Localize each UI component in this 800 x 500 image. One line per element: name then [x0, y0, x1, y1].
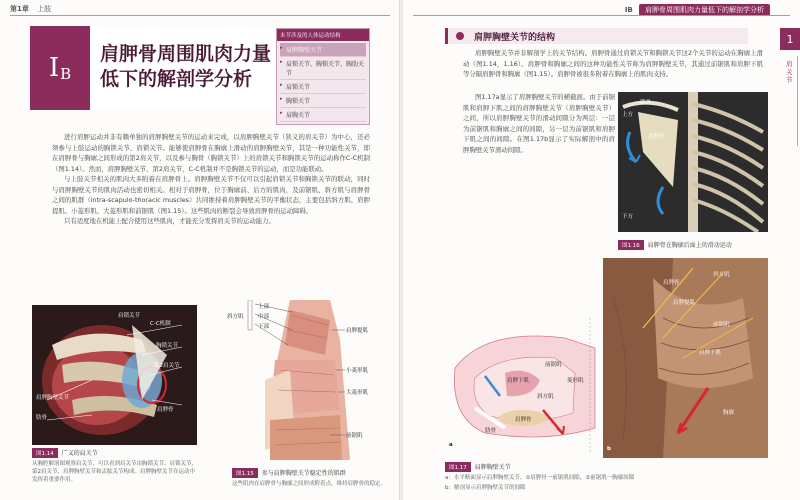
figure-caption-text: 肩胛胸壁关节 [474, 464, 511, 471]
fig-label: 肩胛提肌 [673, 300, 696, 306]
subsection-item: ▸ 胸锁关节 [280, 94, 366, 108]
figure-1-17-caption [445, 462, 511, 472]
figure-caption-text: 肩胛骨在胸廓后面上的滑动运动 [647, 242, 732, 249]
subsection-list-head: 本节涉及的人体运动结构 [277, 29, 369, 41]
fig-label: 肩胛下肌 [507, 378, 530, 384]
paragraph: 进行肩胛运动并非有赖单独的肩胛胸壁关节的运动来完成，以肩胛胸壁关节（狭义的肩关节）为中心，还必须参与上肢运动的胸锁关节、肩锁关节。能够使肩胛骨在胸廓上滑动的肩胛胸壁关节，其是一种功能性关节，即在肩胛骨与胸廓之间形成的第2肩关节，以及参与胸骨（胸锁关节）上的肩锁关节和胸锁关节的运动称作C-C机制（图1.14）。然而，肩胛胸壁关节、第2肩关节，C-C机制并不是胸锁关节的运动，而是功能联动。 [52, 133, 370, 173]
fig-label: 上方 [622, 112, 634, 118]
fig-label: 肩锁关节 [118, 313, 141, 319]
paragraph: 肩胛胸壁关节并非解剖学上的关节结构。肩胛骨通过肩锁关节和胸锁关节这2个关节的运动在胸廓上滑动（图1.14，1.16）。肩胛骨和胸廓之间的这种功能性关节称为肩胛胸壁关节，其通过前锯肌和肩胛下肌等分隔肩胛骨和胸廓（图1.15）。肩胛骨被很多附着在胸廓上的肌肉支持。 [463, 49, 763, 78]
fig-label: 前锯肌 [545, 362, 562, 368]
figure-1-17b [603, 258, 768, 458]
subsection-item: ▸ 肩胛胸壁关节 [280, 43, 366, 57]
shoulder-anatomy-illustration [32, 305, 197, 445]
figure-caption-text: 广义的肩关节 [61, 450, 98, 457]
fig-label: 前锯肌 [346, 433, 363, 439]
subsection-item: ▸ 肩锁关节 [280, 80, 366, 94]
fig-label: 肩胛骨 [663, 280, 680, 286]
left-body-text [52, 132, 370, 227]
section-title-line1: 肩胛骨周围肌肉力量 [100, 43, 272, 65]
fig-label: 锁骨 [640, 100, 652, 106]
figure-1-17-description-a: a：水平断面显示肩胛胸壁关节。①肩胛骨一前锯肌间隙，②前锯肌一胸廓间隙 [445, 475, 635, 481]
fig-label: 下方 [622, 214, 634, 220]
chapter-number: 第1章 [10, 5, 29, 13]
fig-label: 上部 [258, 304, 270, 310]
section-title-block [30, 26, 275, 110]
chapter-tab-label: 肩关节 [786, 60, 793, 84]
fig-label: 大菱形肌 [346, 390, 369, 396]
header-rule [413, 15, 790, 16]
header-rule [10, 15, 390, 16]
subsection-item: ▸ 肩胸关节 [280, 108, 366, 122]
figure-1-17-description-b: b：解剖显示肩胛胸壁关节的间隙 [445, 485, 526, 491]
figure-tag: 图1.17 [445, 462, 471, 472]
section-letter-sub: B [60, 65, 72, 83]
figure-caption-text: 参与肩胛胸壁关节稳定性的肌群 [261, 470, 346, 477]
fig-label: 肋骨 [485, 428, 497, 434]
figure-1-15 [227, 300, 370, 460]
figure-1-17a [445, 318, 600, 453]
figure-1-14-caption [32, 448, 98, 458]
paragraph: 图1.17a显示了肩胛胸壁关节的横截面。由于前锯肌和肩胛下肌之间的肩胛胸壁关节（肩胛胸壁关节）之间，所以肩胛胸壁关节的滑动间隙分为两层：一层为前锯肌和胸廓之间的间隙，另一层为前锯肌和肩胛下肌之间的间隙。在图1.17b显示了实际解剖中的肩胛胸壁关节滑动间隙。 [463, 93, 615, 154]
figure-1-16-caption [618, 240, 732, 250]
figure-1-15-description: 这些肌肉在肩胛骨与胸廓之间形成附着点，维持肩胛骨的稳定。 [232, 481, 387, 487]
running-title: 肩胛骨周围肌肉力量低下的解剖学分析 [639, 4, 770, 16]
fig-label: 肩胛骨 [157, 407, 174, 413]
figure-1-14 [32, 305, 197, 445]
fig-label: 肋骨 [36, 415, 48, 421]
fig-label: 中部 [258, 314, 270, 320]
subsection-list [276, 28, 370, 125]
section-title-line2: 低下的解剖学分析 [100, 68, 253, 90]
fig-label: C-C机制 [150, 321, 171, 327]
fig-label: 菱形肌 [567, 378, 584, 384]
fig-label: 斜方肌 [713, 272, 730, 278]
section-letter-box [30, 26, 90, 110]
scapula-skeleton-photo [618, 92, 768, 232]
fig-label: 胸锁关节 [156, 343, 179, 349]
subsection-item: ▸ 肩锁关节、胸锁关节、胸肋关节 [280, 57, 366, 80]
fig-label: 前锯肌 [713, 322, 730, 328]
section-letter: I [48, 53, 60, 83]
fig-label: 肩胛胸壁关节 [36, 395, 70, 401]
chapter-part: 上肢 [37, 5, 52, 13]
right-body-text-top [463, 48, 763, 80]
subfigure-letter: b [607, 446, 611, 452]
fig-label: 下部 [258, 324, 270, 330]
figure-1-16 [618, 92, 768, 232]
bullet-icon [456, 32, 464, 40]
cross-section-illustration [445, 318, 600, 453]
section-title [100, 42, 271, 92]
paragraph: 只有适度地在机能上配合使用这些肌肉，才能充分发挥肩关节的运动能力。 [64, 217, 275, 225]
figure-1-15-caption [232, 468, 346, 478]
fig-label: 肩胛提肌 [346, 328, 369, 334]
fig-label: 肩胛骨 [515, 417, 532, 423]
chapter-tab-rule [797, 56, 798, 146]
dissection-photo [603, 258, 768, 458]
paragraph: 与上肢关节相关的肌肉大多附着在肩胛骨上。肩胛胸壁关节不仅可以引起肩锁关节和胸锁关节的联动，同时与肩胛胸壁关节的肌肉活动也密切相关。相对于肩胛骨，位于胸廓前、后方的肌肉，及前锯肌、斜方肌与肩胛骨之间的肌群（intra-scapulo-thoracic muscles）共同维持着肩胛胸壁关节的平衡状态，主要包括斜方肌、肩胛提肌、小菱形肌、大菱形肌和前锯肌（图1.15）。这些肌肉的断裂会导致肩胛骨的运动障碍。 [52, 175, 370, 215]
fig-label: 肩胛骨 [648, 134, 665, 140]
chapter-ref: IB [624, 6, 633, 14]
section-heading [445, 28, 748, 44]
fig-label: 肩胛下肌 [699, 350, 722, 356]
right-body-text-col [463, 92, 615, 155]
figure-1-14-description: 从胸腔解剖图观察肩关节，可以看到肩关节由胸锁关节、肩锁关节、第2肩关节、肩胛胸壁关节和盂肱关节构成。肩胛胸壁关节在运动中发挥着重要作用。 [32, 461, 198, 483]
figure-tag: 图1.16 [618, 240, 644, 250]
chapter-tab-number: 1 [780, 28, 800, 50]
right-page [403, 0, 800, 500]
fig-label: 小菱形肌 [346, 368, 369, 374]
figure-tag: 图1.14 [32, 448, 58, 458]
fig-label: 第2肩关节 [154, 363, 180, 369]
section-heading-text: 肩胛胸壁关节的结构 [474, 33, 556, 43]
fig-label: 斜方肌 [227, 314, 244, 320]
fig-label: 斜方肌 [537, 394, 554, 400]
subfigure-letter: a [449, 442, 453, 448]
fig-label: 胸廓 [723, 410, 735, 416]
left-running-header [10, 4, 51, 14]
figure-tag: 图1.15 [232, 468, 258, 478]
